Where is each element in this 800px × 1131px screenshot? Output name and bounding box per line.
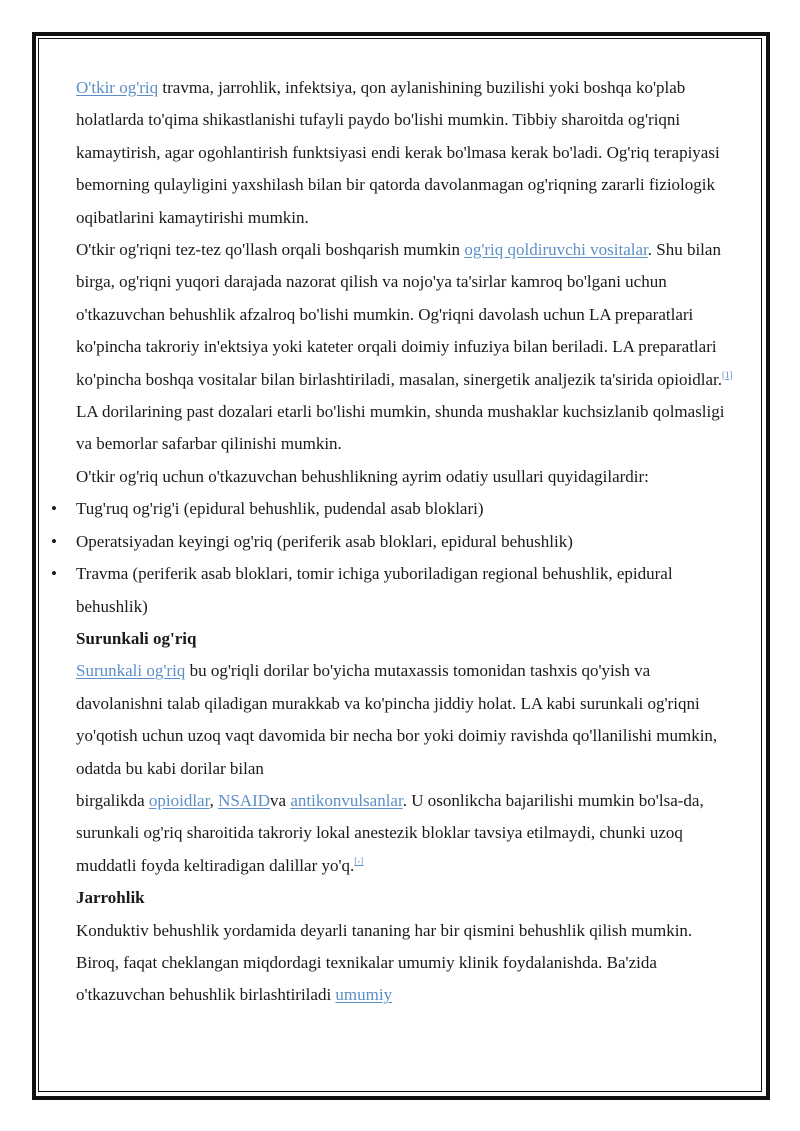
paragraph-text: LA dorilarining past dozalari etarli bo'lishi mumkin, shunda mushaklar kuchsizlanib qolmasligi va bemorlar safarbar qilinishi mumkin. <box>76 402 725 454</box>
techniques-list <box>76 493 736 623</box>
section-heading-surgery: Jarrohlik <box>76 888 145 908</box>
list-item: • Travma (periferik asab bloklari, tomir ichiga yuboriladigan regional behushlik, epidural behushlik) <box>76 558 736 623</box>
paragraph-text: O'tkir og'riqni tez-tez qo'llash orqali boshqarish mumkin <box>76 240 465 260</box>
reference-link[interactable]: [1] <box>721 369 733 380</box>
link-analgesics[interactable]: og'riq qoldiruvchi vositalar <box>464 240 648 260</box>
paragraph-text: , <box>209 790 219 810</box>
link-acute-pain[interactable]: O'tkir og'riq <box>76 78 159 97</box>
paragraph-text: bu og'riqli dorilar bo'yicha mutaxassis tomonidan tashxis qo'yish va davolanishni talab qiladigan murakkab va ko'pincha jiddiy holat. LA kabi surunkali og'riqni yo'qotish uchun uzoq vaqt davomida bir necha bor yoki doimiy ravishda qo'llanilishi mumkin, odatda bu kabi dorilar bilan <box>76 661 718 778</box>
section-heading-chronic-pain: Surunkali og'riq <box>76 628 197 648</box>
paragraph-text: Konduktiv behushlik yordamida deyarli tananing har bir qismini behushlik qilish mumkin. Biroq, faqat cheklangan miqdordagi texnikalar umumiy klinik foydalanishda. Ba'zida o'tkazuvchan behushlik birlashtiriladi <box>76 920 693 1005</box>
reference-link[interactable]: [-] <box>354 855 364 866</box>
link-nsaid[interactable]: NSAID <box>218 790 271 810</box>
list-item: • Operatsiyadan keyingi og'riq (periferik asab bloklari, epidural behushlik) <box>76 526 736 558</box>
link-anticonvulsants[interactable]: antikonvulsanlar <box>290 790 403 810</box>
paragraph-surgery <box>76 915 736 1012</box>
paragraph-text: . U osonlikcha bajarilishi mumkin bo'lsa-da, surunkali og'riq sharoitida takroriy lokal anestezik bloklar tavsiya etilmaydi, chunki uzoq muddatli foyda keltiradigan dalillar yo'q. <box>76 790 704 875</box>
paragraph-text: travma, jarrohlik, infektsiya, qon aylanishining buzilishi yoki boshqa ko'plab holatlarda to'qima shikastlanishi tufayli paydo bo'lishi mumkin. Tibbiy sharoitda og'riqni kamaytirish, agar ogohlantirish funktsiyasi endi kerak bo'lmasa kerak bo'ladi. Og'riq terapiyasi bemorning qulayligini yaxshilash bilan bir qatorda davolanmagan og'riqning zararli fiziologik oqibatlarini kamaytirishi mumkin. <box>76 78 720 227</box>
paragraph-text: va <box>270 790 291 810</box>
paragraph-text: . Shu bilan birga, og'riqni yuqori darajada nazorat qilish va nojo'ya ta'sirlar kamroq bo'lgani uchun o'tkazuvchan behushlik afzalroq bo'lishi mumkin. Og'riqni davolash uchun LA preparatlari ko'pincha takroriy in'ektsiya yoki kateter orqali doimiy infuziya bilan beriladi. LA preparatlari ko'pincha boshqa vositalar bilan birlashtiriladi, masalan, sinergetik analjezik ta'sirida opioidlar. <box>76 240 722 389</box>
paragraph-list-intro: O'tkir og'riq uchun o'tkazuvchan behushlikning ayrim odatiy usullari quyidagilardir: <box>76 466 649 486</box>
list-item: • Tug'ruq og'rig'i (epidural behushlik, pudendal asab bloklari) <box>76 493 736 525</box>
paragraph-text: birgalikda <box>76 790 149 810</box>
link-chronic-pain[interactable]: Surunkali og'riq <box>76 661 186 681</box>
link-general[interactable]: umumiy <box>335 985 393 1005</box>
paragraph-acute-pain-management <box>76 234 736 461</box>
paragraph-acute-pain-intro <box>76 72 736 234</box>
document-body <box>76 72 736 1012</box>
link-opioids[interactable]: opioidlar <box>148 790 210 810</box>
paragraph-chronic-pain <box>76 655 736 882</box>
